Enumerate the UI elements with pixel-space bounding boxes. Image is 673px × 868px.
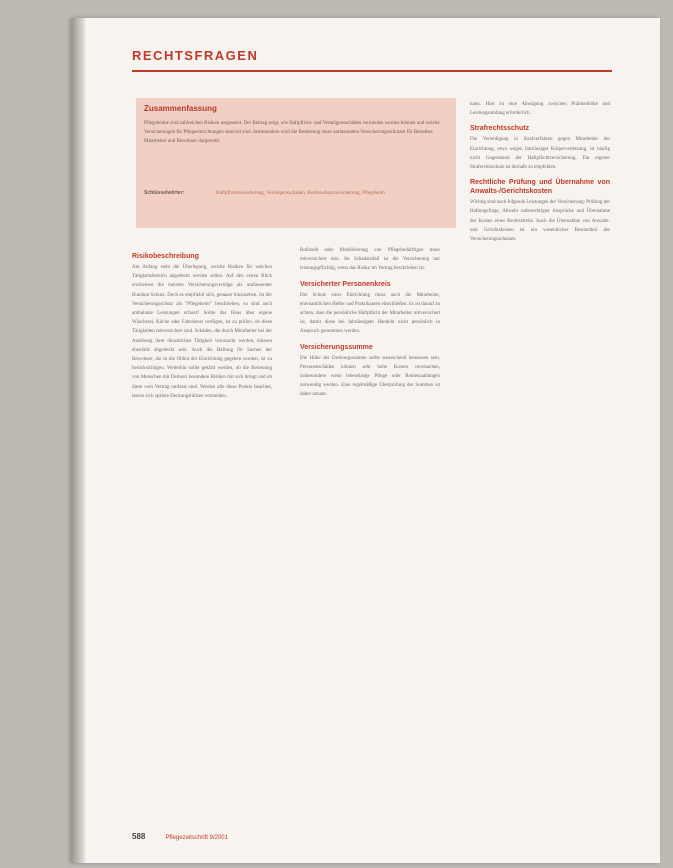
summary-text: Pflegeheime sind zahlreichen Risiken ausgesetzt. Der Beitrag zeigt, wie Haftpflicht- und Vermögensschäden vermieden werden können und welche Versicherungen für Pflegeeinrichtungen sinnvoll sind. Insbesondere wird die Bedeutung eines umfassenden Versicherungsschutzes für Betreiber, Mitarbeiter und Bewohner dargestellt. [144, 121, 440, 144]
column-2-paragraph: Rollstuhl oder Mobilisierung von Pflegebedürftigen muss mitversichert sein. Im Schadensfall ist die Versicherung nur leistungspflichtig, wenn das Risiko im Vertrag beschrieben ist. [300, 248, 440, 272]
page-footer [132, 832, 228, 841]
column-2-heading: Versicherter Personenkreis [300, 280, 391, 288]
summary-heading: Zusammenfassung [144, 104, 217, 113]
article-column-2 [300, 246, 440, 816]
title-rule [132, 70, 612, 72]
column-3-heading: Rechtliche Prüfung und Übernahme von Anwalts-/Gerichtskosten [470, 179, 610, 196]
summary-box [136, 98, 456, 228]
column-3-paragraph: Wichtig sind auch folgende Leistungen der Versicherung: Prüfung der Haftungsfrage, Abwehr unberechtigter Ansprüche und Übernahme der Kosten eines Rechtsstreits. Auch die Übernahme von Anwalts- und Gerichtskosten ist ein wesentlicher Bestandteil des Versicherungsschutzes. [470, 200, 610, 243]
article-column-1 [132, 246, 272, 816]
keywords-row [144, 189, 448, 198]
column-3-heading: Strafrechtsschutz [470, 125, 530, 133]
journal-source: Pflegezeitschrift 9/2001 [165, 835, 228, 841]
keywords-list: Haftpflichtversicherung, Vermögensschäden, Rechtsschutzversicherung, Pflegeheim [216, 191, 385, 196]
keywords-label: Schlüsselwörter: [144, 190, 185, 196]
column-1-heading: Risikobeschreibung [132, 253, 199, 260]
column-2-paragraph: Die Höhe der Deckungssumme sollte ausreichend bemessen sein. Personenschäden können sehr hohe Kosten verursachen, insbesondere wenn lebenslange Pflege oder Rentenzahlungen notwendig werden. Eine regelmäßige Überprüfung der Summen ist daher ratsam. [300, 355, 440, 398]
section-title: RECHTSFRAGEN [132, 48, 259, 63]
page-number: 588 [132, 832, 146, 841]
page-spine-shadow [72, 18, 86, 863]
column-3-paragraph: Die Verteidigung in Strafverfahren gegen Mitarbeiter der Einrichtung, etwa wegen fahrlässiger Körperverletzung, ist häufig nicht Gegenstand der Haftpflichtversicherung. Ein eigener Strafrechtsschutz ist deshalb zu empfehlen. [470, 137, 610, 171]
column-2-paragraph: Der Schutz einer Einrichtung muss auch die Mitarbeiter, ehrenamtlichen Helfer und Praktikanten einschließen. Es ist darauf zu achten, dass die persönliche Haftpflicht der Mitarbeiter mitversichert ist, damit diese bei fahrlässigem Handeln nicht persönlich in Anspruch genommen werden. [300, 292, 440, 335]
column-2-heading: Versicherungssumme [300, 343, 373, 351]
document-page [72, 18, 660, 863]
column-3-paragraph: kann. Hier ist eine Abwägung zwischen Prämienhöhe und Leistungsumfang erforderlich. [470, 102, 610, 117]
article-column-3 [470, 100, 610, 816]
column-1-paragraph: Am Anfang steht die Überlegung, welche Risiken für welchen Tätigkeitsbereich abgedeckt werden sollen. Auf den ersten Blick erscheinen die meisten Versicherungsverträge als umfassender Rundum-Schutz. Doch es empfiehlt sich, genauer hinzusehen. Ist der Versicherungsschutz als "Pflegeheim" beschrieben, so sind auch ambulante Leistungen erfasst? Sollte das Haus über eigene Wäscherei, Küche oder Fahrdienst verfügen, ist zu prüfen, ob diese Tätigkeiten mitversichert sind. Schäden, die durch Mitarbeiter bei der Ausübung ihrer dienstlichen Tätigkeit verursacht werden, müssen ebenfalls abgedeckt sein. Auch die Haftung für Sachen der Bewohner, die in die Obhut der Einrichtung gegeben wurden, ist zu berücksichtigen. Weiterhin sollte geklärt werden, ob die Betreuung von Menschen mit Demenz besondere Risiken mit sich bringt und ob diese vom Vertrag umfasst sind. Werden alle diese Punkte beachtet, lassen sich spätere Deckungslücken vermeiden. [132, 265, 272, 399]
